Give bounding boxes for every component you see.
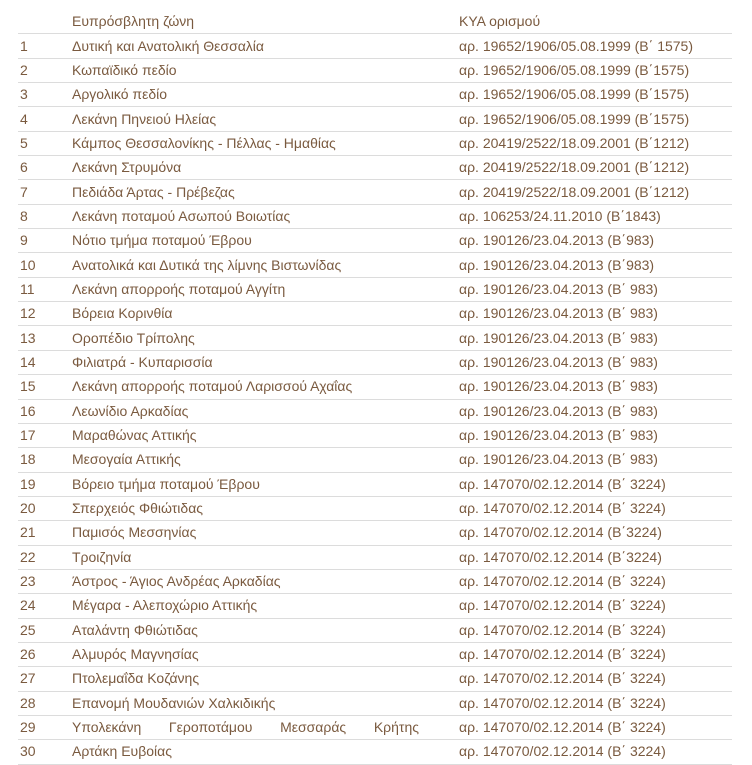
zone-name: Λεωνίδιο Αρκαδίας	[72, 399, 459, 423]
row-number: 6	[18, 156, 72, 180]
zone-name: Άστρος - Άγιος Ανδρέας Αρκαδίας	[72, 569, 459, 593]
table-row	[18, 180, 732, 204]
row-number: 21	[18, 521, 72, 545]
kya-reference: αρ. 190126/23.04.2013 (Β΄983)	[459, 253, 732, 277]
zone-name: Πεδιάδα Άρτας - Πρέβεζας	[72, 180, 459, 204]
table-body	[18, 34, 732, 764]
kya-reference: αρ. 147070/02.12.2014 (Β΄ 3224)	[459, 496, 732, 520]
kya-reference: αρ. 106253/24.11.2010 (Β΄1843)	[459, 204, 732, 228]
row-number: 4	[18, 107, 72, 131]
kya-reference: αρ. 20419/2522/18.09.2001 (Β΄1212)	[459, 180, 732, 204]
header-number	[18, 10, 72, 34]
kya-reference: αρ. 147070/02.12.2014 (Β΄ 3224)	[459, 642, 732, 666]
header-row	[18, 10, 732, 34]
zone-name: Πτολεμαΐδα Κοζάνης	[72, 667, 459, 691]
zone-name: Νότιο τμήμα ποταμού Έβρου	[72, 229, 459, 253]
kya-reference: αρ. 190126/23.04.2013 (Β΄ 983)	[459, 326, 732, 350]
kya-reference: αρ. 190126/23.04.2013 (Β΄ 983)	[459, 302, 732, 326]
row-number: 10	[18, 253, 72, 277]
row-number: 7	[18, 180, 72, 204]
zone-name: Βόρεια Κορινθία	[72, 302, 459, 326]
kya-reference: αρ. 147070/02.12.2014 (Β΄ 3224)	[459, 667, 732, 691]
table-row	[18, 472, 732, 496]
table-row	[18, 253, 732, 277]
kya-reference: αρ. 147070/02.12.2014 (Β΄ 3224)	[459, 740, 732, 764]
zone-name: Λεκάνη απορροής ποταμού Αγγίτη	[72, 277, 459, 301]
kya-reference: αρ. 190126/23.04.2013 (Β΄ 983)	[459, 399, 732, 423]
table-row	[18, 594, 732, 618]
zone-name: Λεκάνη Στρυμόνα	[72, 156, 459, 180]
kya-reference: αρ. 19652/1906/05.08.1999 (Β΄1575)	[459, 58, 732, 82]
kya-reference: αρ. 19652/1906/05.08.1999 (Β΄1575)	[459, 107, 732, 131]
table-row	[18, 131, 732, 155]
zone-name: Αργολικό πεδίο	[72, 83, 459, 107]
zone-name: Κάμπος Θεσσαλονίκης - Πέλλας - Ημαθίας	[72, 131, 459, 155]
table-row	[18, 83, 732, 107]
row-number: 24	[18, 594, 72, 618]
kya-reference: αρ. 147070/02.12.2014 (Β΄ 3224)	[459, 691, 732, 715]
kya-reference: αρ. 147070/02.12.2014 (Β΄ 3224)	[459, 569, 732, 593]
row-number: 12	[18, 302, 72, 326]
row-number: 3	[18, 83, 72, 107]
zone-name: Τροιζηνία	[72, 545, 459, 569]
vulnerable-zones-table	[18, 10, 732, 765]
header-kya: ΚΥΑ ορισμού	[459, 13, 541, 30]
kya-reference: αρ. 147070/02.12.2014 (Β΄3224)	[459, 521, 732, 545]
kya-reference: αρ. 190126/23.04.2013 (Β΄ 983)	[459, 423, 732, 447]
row-number: 20	[18, 496, 72, 520]
row-number: 23	[18, 569, 72, 593]
zone-name: Αλμυρός Μαγνησίας	[72, 642, 459, 666]
row-number: 5	[18, 131, 72, 155]
row-number: 8	[18, 204, 72, 228]
table-row	[18, 107, 732, 131]
table-header	[18, 10, 732, 34]
row-number: 19	[18, 472, 72, 496]
table-row	[18, 204, 732, 228]
table-row	[18, 618, 732, 642]
table-row	[18, 156, 732, 180]
kya-reference: αρ. 147070/02.12.2014 (Β΄ 3224)	[459, 472, 732, 496]
table-row	[18, 448, 732, 472]
table-row	[18, 34, 732, 58]
table-row	[18, 375, 732, 399]
row-number: 15	[18, 375, 72, 399]
table-row	[18, 277, 732, 301]
zone-name: Οροπέδιο Τρίπολης	[72, 326, 459, 350]
zone-name: Αρτάκη Ευβοίας	[72, 740, 459, 764]
zone-name: Λεκάνη Πηνειού Ηλείας	[72, 107, 459, 131]
row-number: 18	[18, 448, 72, 472]
row-number: 28	[18, 691, 72, 715]
row-number: 11	[18, 277, 72, 301]
kya-reference: αρ. 190126/23.04.2013 (Β΄ 983)	[459, 350, 732, 374]
table-row	[18, 715, 732, 739]
table-row	[18, 691, 732, 715]
kya-reference: αρ. 20419/2522/18.09.2001 (Β΄1212)	[459, 156, 732, 180]
kya-reference: αρ. 147070/02.12.2014 (Β΄ 3224)	[459, 594, 732, 618]
row-number: 30	[18, 740, 72, 764]
zone-name: Φιλιατρά - Κυπαρισσία	[72, 350, 459, 374]
table-row	[18, 326, 732, 350]
kya-reference: αρ. 147070/02.12.2014 (Β΄ 3224)	[459, 715, 732, 739]
row-number: 16	[18, 399, 72, 423]
table-row	[18, 229, 732, 253]
zone-name: Κωπαϊδικό πεδίο	[72, 58, 459, 82]
table-row	[18, 667, 732, 691]
table-row	[18, 740, 732, 764]
row-number: 26	[18, 642, 72, 666]
table-row	[18, 521, 732, 545]
zone-name: Μέγαρα - Αλεποχώριο Αττικής	[72, 594, 459, 618]
row-number: 1	[18, 34, 72, 58]
row-number: 9	[18, 229, 72, 253]
zone-name: Μαραθώνας Αττικής	[72, 423, 459, 447]
table-row	[18, 302, 732, 326]
table-row	[18, 350, 732, 374]
row-number: 2	[18, 58, 72, 82]
row-number: 14	[18, 350, 72, 374]
table-row	[18, 399, 732, 423]
row-number: 13	[18, 326, 72, 350]
row-number: 27	[18, 667, 72, 691]
kya-reference: αρ. 190126/23.04.2013 (Β΄ 983)	[459, 375, 732, 399]
table-row	[18, 642, 732, 666]
kya-reference: αρ. 190126/23.04.2013 (Β΄983)	[459, 229, 732, 253]
zone-name: Επανομή Μουδανιών Χαλκιδικής	[72, 691, 459, 715]
row-number: 25	[18, 618, 72, 642]
table-row	[18, 545, 732, 569]
zone-name: Σπερχειός Φθιώτιδας	[72, 496, 459, 520]
row-number: 17	[18, 423, 72, 447]
zone-name: Παμισός Μεσσηνίας	[72, 521, 459, 545]
kya-reference: αρ. 190126/23.04.2013 (Β΄ 983)	[459, 277, 732, 301]
row-number: 22	[18, 545, 72, 569]
kya-reference: αρ. 20419/2522/18.09.2001 (Β΄1212)	[459, 131, 732, 155]
table-row	[18, 423, 732, 447]
zone-name: Ανατολικά και Δυτικά της λίμνης Βιστωνίδας	[72, 253, 459, 277]
zone-name: Λεκάνη απορροής ποταμού Λαρισσού Αχαΐας	[72, 375, 459, 399]
table-row	[18, 569, 732, 593]
zone-name: Μεσογαία Αττικής	[72, 448, 459, 472]
zone-name: Υπολεκάνη Γεροποτάμου Μεσσαράς Κρήτης	[72, 715, 459, 739]
zone-name: Δυτική και Ανατολική Θεσσαλία	[72, 34, 459, 58]
header-zone: Ευπρόσβλητη ζώνη	[72, 13, 195, 30]
kya-reference: αρ. 19652/1906/05.08.1999 (Β΄ 1575)	[459, 34, 732, 58]
zone-name: Βόρειο τμήμα ποταμού Έβρου	[72, 472, 459, 496]
kya-reference: αρ. 147070/02.12.2014 (Β΄3224)	[459, 545, 732, 569]
zone-name: Λεκάνη ποταμού Ασωπού Βοιωτίας	[72, 204, 459, 228]
kya-reference: αρ. 190126/23.04.2013 (Β΄ 983)	[459, 448, 732, 472]
kya-reference: αρ. 19652/1906/05.08.1999 (Β΄1575)	[459, 83, 732, 107]
table-row	[18, 496, 732, 520]
table-row	[18, 58, 732, 82]
zone-name: Αταλάντη Φθιώτιδας	[72, 618, 459, 642]
kya-reference: αρ. 147070/02.12.2014 (Β΄ 3224)	[459, 618, 732, 642]
row-number: 29	[18, 715, 72, 739]
